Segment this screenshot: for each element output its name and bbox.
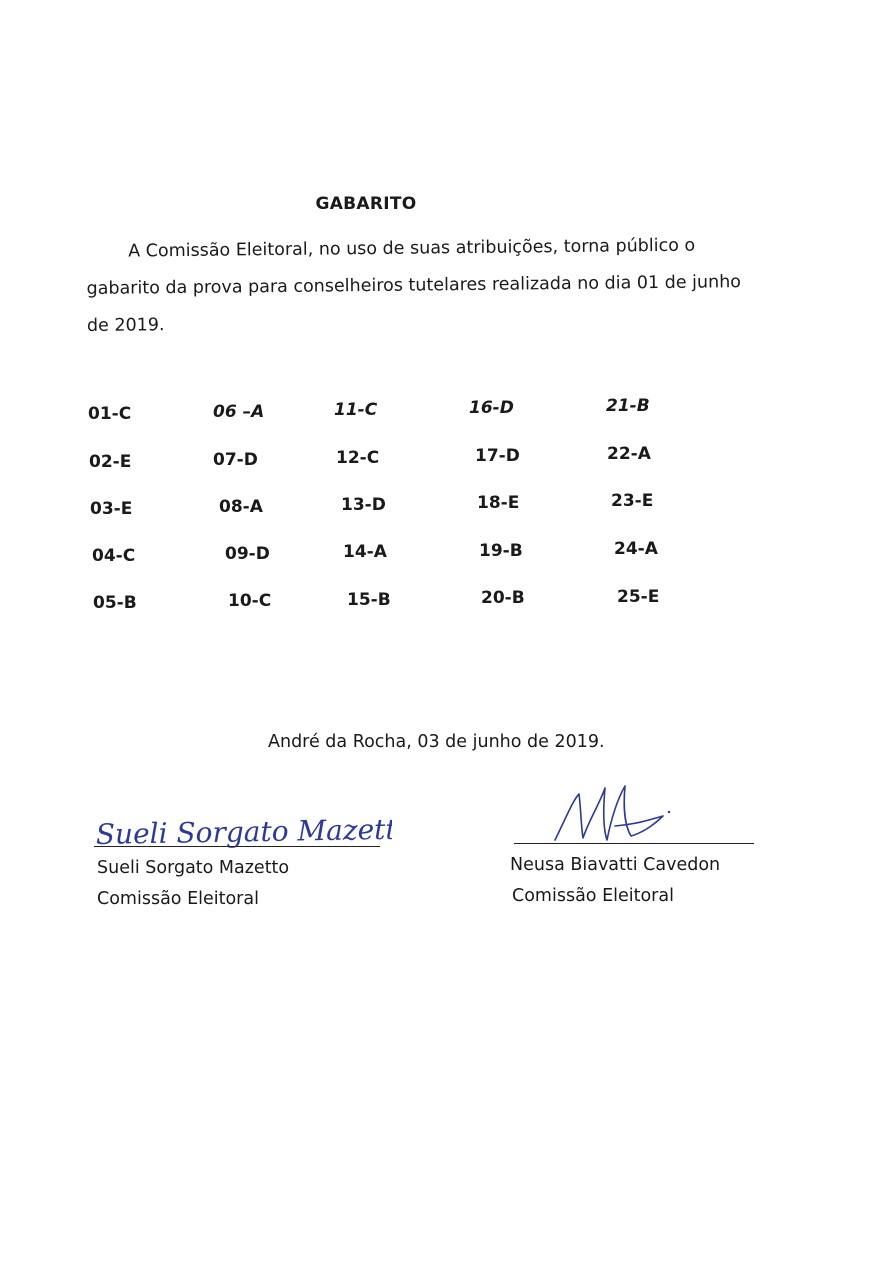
signatory-name: Neusa Biavatti Cavedon [510,855,721,875]
answer-item: 02-E [89,452,132,472]
answer-item: 22-A [607,444,651,464]
answer-item: 17-D [475,446,520,466]
signatory-name: Sueli Sorgato Mazetto [97,858,290,878]
answer-item: 25-E [617,587,660,607]
signature-line [514,843,754,844]
answer-item: 20-B [481,588,525,608]
document-title: GABARITO [315,194,417,214]
answer-item: 24-A [614,539,658,559]
answer-item: 21-B [606,396,650,416]
paragraph-line: de 2019. [86,315,165,336]
answer-item: 12-C [336,448,380,468]
place-and-date: André da Rocha, 03 de junho de 2019. [268,732,605,752]
answer-item: 09-D [225,544,270,564]
answer-item: 14-A [343,542,387,562]
answer-item: 01-C [88,404,132,424]
answer-item: 03-E [90,499,133,519]
signature-block-sueli [97,853,289,915]
paragraph-line: gabarito da prova para conselheiros tutelares realizada no dia 01 de junho [86,272,742,299]
answer-item: 18-E [477,493,520,513]
answer-item: 15-B [347,590,391,610]
answer-item: 07-D [213,450,258,470]
answer-item: 13-D [341,495,386,515]
answer-item: 06 –A [213,402,265,422]
signatory-role: Comissão Eleitoral [97,889,259,909]
answer-item: 04-C [92,546,136,566]
answer-item: 10-C [228,591,272,611]
answer-item: 23-E [611,491,654,511]
signature-block-neusa [510,850,720,912]
answer-item: 08-A [219,497,263,517]
answer-item: 16-D [469,398,514,418]
signature-text: Sueli Sorgato Mazetto [95,812,392,851]
answer-item: 19-B [479,541,523,561]
answer-item: 05-B [93,593,137,613]
answer-item: 11-C [334,400,378,420]
signature-line [94,846,380,847]
signatory-role: Comissão Eleitoral [512,886,674,906]
paragraph-line: A Comissão Eleitoral, no uso de suas atribuições, torna público o [128,235,696,262]
